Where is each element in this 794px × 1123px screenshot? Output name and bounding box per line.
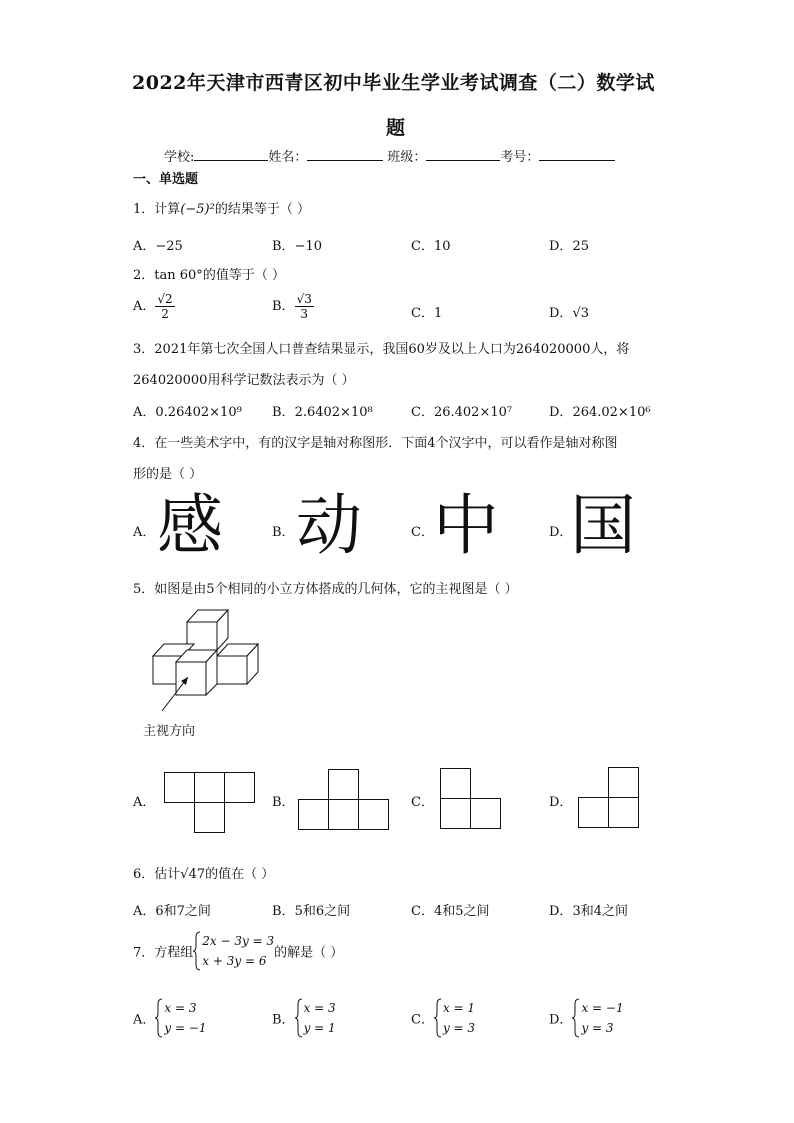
- number-label: 考号：: [500, 150, 540, 165]
- fraction: $\frac{√2}{2}$: [157, 292, 173, 321]
- q1-option-a[interactable]: A．−25: [133, 239, 183, 254]
- q6-option-a[interactable]: A．6和7之间: [133, 904, 211, 919]
- brace-icon: [193, 931, 201, 971]
- q5-option-b-figure: [298, 769, 391, 831]
- q2-option-b[interactable]: B． $\frac{√3}{3}$: [272, 292, 312, 321]
- q4-option-a-char: 感: [157, 487, 223, 564]
- q1-stem: 1．计算: [133, 202, 181, 217]
- q4-option-c-label[interactable]: C．: [411, 525, 434, 540]
- class-label: 班级：: [387, 150, 427, 165]
- name-label: 姓名：: [268, 150, 308, 165]
- question-2: 2．tan 60°的值等于（ ）: [133, 268, 285, 283]
- q1-option-d[interactable]: D．25: [549, 239, 589, 254]
- q6-math: √47: [180, 867, 206, 882]
- q2-option-d[interactable]: D．√3: [549, 306, 589, 321]
- q4-option-b-label[interactable]: B．: [272, 525, 295, 540]
- q4-option-c-char: 中: [433, 487, 499, 564]
- equation-system: 2x − 3y = 3 x + 3y = 6: [193, 931, 274, 971]
- question-5: 5．如图是由5个相同的小立方体搭成的几何体，它的主视图是（ ）: [133, 582, 518, 597]
- q5-option-d-label[interactable]: D．: [549, 795, 573, 810]
- q4-option-b-char: 动: [296, 487, 362, 564]
- q5-option-c-figure: [440, 768, 503, 830]
- q1-option-b[interactable]: B．−10: [272, 239, 322, 254]
- q6-option-c[interactable]: C．4和5之间: [411, 904, 490, 919]
- student-info: [164, 146, 615, 165]
- q2-math: tan 60°: [154, 268, 203, 283]
- figure-caption: 主视方向: [143, 724, 196, 739]
- brace-icon: [572, 998, 580, 1038]
- q4-option-d-char: 国: [570, 487, 636, 564]
- section-heading: 一、单选题: [133, 172, 199, 187]
- q5-option-a-label[interactable]: A．: [133, 795, 156, 810]
- q5-option-c-label[interactable]: C．: [411, 795, 434, 810]
- q6-option-d[interactable]: D．3和4之间: [549, 904, 628, 919]
- school-label: 学校:: [164, 150, 195, 165]
- q5-option-d-figure: [578, 767, 641, 829]
- question-3: 3．2021年第七次全国人口普查结果显示，我国60岁及以上人口为264020000人，将: [133, 342, 630, 357]
- q5-option-a-figure: [164, 772, 257, 834]
- cube-front-front: [176, 662, 206, 695]
- q1-math: (−5)²: [180, 202, 215, 217]
- question-6: 6．估计√47的值在（ ）: [133, 867, 275, 882]
- q7-option-c[interactable]: C． x = 1 y = 3: [411, 998, 475, 1038]
- name-blank[interactable]: [307, 148, 383, 161]
- class-blank[interactable]: [426, 148, 500, 161]
- q4-option-a-label[interactable]: A．: [133, 525, 156, 540]
- q2-option-a[interactable]: A． $\frac{√2}{2}$: [133, 292, 173, 321]
- brace-icon: [155, 998, 163, 1038]
- q1-option-c[interactable]: C．10: [411, 239, 451, 254]
- fraction: $\frac{√3}{3}$: [296, 292, 312, 321]
- q6-option-b[interactable]: B．5和6之间: [272, 904, 351, 919]
- school-blank[interactable]: [194, 148, 268, 161]
- number-blank[interactable]: [539, 148, 615, 161]
- q7-option-b[interactable]: B． x = 3 y = 1: [272, 998, 336, 1038]
- brace-icon: [295, 998, 303, 1038]
- question-3-cont: 264020000用科学记数法表示为（ ）: [133, 373, 355, 388]
- cube-figure: [140, 605, 270, 715]
- page-title: 2022年天津市西青区初中毕业生学业考试调查（二）数学试: [132, 72, 655, 94]
- q2-option-c[interactable]: C．1: [411, 306, 443, 321]
- question-7: 7．方程组 2x − 3y = 3 x + 3y = 6 的解是（ ）: [133, 931, 343, 971]
- brace-icon: [434, 998, 442, 1038]
- question-4-cont: 形的是（ ）: [133, 467, 203, 482]
- q3-option-a[interactable]: A．0.26402×10⁹: [133, 405, 242, 420]
- q7-option-d[interactable]: D． x = −1 y = 3: [549, 998, 624, 1038]
- q5-option-b-label[interactable]: B．: [272, 795, 295, 810]
- question-1: [133, 198, 310, 217]
- q3-option-d[interactable]: D．264.02×10⁶: [549, 405, 651, 420]
- q3-option-b[interactable]: B．2.6402×10⁸: [272, 405, 373, 420]
- q3-option-c[interactable]: C．26.402×10⁷: [411, 405, 513, 420]
- question-4: 4．在一些美术字中，有的汉字是轴对称图形．下面4个汉字中，可以看作是轴对称图: [133, 436, 618, 451]
- q7-option-a[interactable]: A． x = 3 y = −1: [133, 998, 207, 1038]
- q4-option-d-label[interactable]: D．: [549, 525, 573, 540]
- q1-stem-end: 的结果等于（ ）: [214, 202, 310, 217]
- page-title-cont: 题: [386, 117, 406, 139]
